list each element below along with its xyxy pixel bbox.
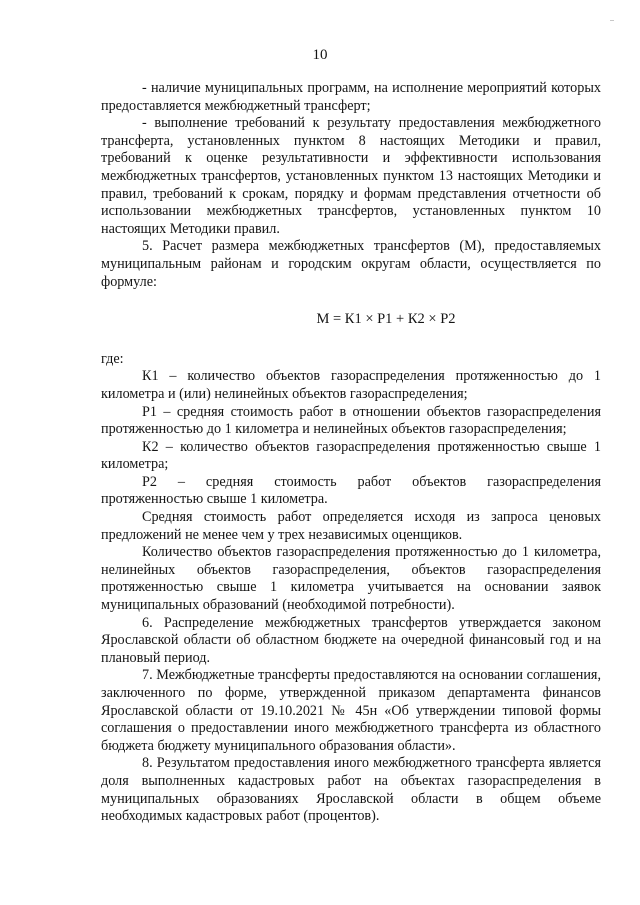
page-body xyxy=(101,80,601,826)
page-number: 10 xyxy=(312,47,328,63)
paragraph-municipal-programs: - наличие муниципальных программ, на исполнение мероприятий которых предоставляется межбюджетный трансферт; xyxy=(101,80,601,114)
definition-p2: Р2 – средняя стоимость работ объектов газораспределения протяженностью свыше 1 километра. xyxy=(101,473,601,508)
definition-k2: К2 – количество объектов газораспределения протяженностью свыше 1 километра; xyxy=(101,438,601,473)
paragraph-item-8: 8. Результатом предоставления иного межбюджетного трансферта является доля выполненных кадастровых работ на объектах газораспределения в муниципальных образованиях Ярославской области в общем объеме необходимых кадастровых работ (процентов). xyxy=(101,755,601,825)
paragraph-object-count: Количество объектов газораспределения протяженностью до 1 километра, нелинейных объектов газораспределения, объектов газораспределения протяженностью свыше 1 километра учитывается на основании заявок муниципальных образований (необходимой потребности). xyxy=(101,544,601,614)
paragraph-requirements: - выполнение требований к результату предоставления межбюджетного трансферта, установленных пунктом 8 настоящих Методики и правил, требований к оценке результативности и эффективности использования межбюджетных трансфертов, установленных пунктом 13 настоящих Методики и правил, требований к срокам, порядку и формам представления отчетности об использовании межбюджетных трансфертов, установленных пунктом 10 настоящих Методики правил. xyxy=(101,115,601,237)
where-label: где: xyxy=(101,350,124,367)
scan-mark xyxy=(610,20,614,21)
definition-p1: Р1 – средняя стоимость работ в отношении объектов газораспределения протяженностью до 1 километра и нелинейных объектов газораспределения; xyxy=(101,403,601,438)
paragraph-item-6: 6. Распределение межбюджетных трансфертов утверждается законом Ярославской области об областном бюджете на очередной финансовый год и на плановый период. xyxy=(101,614,601,666)
formula: М = К1 × Р1 + К2 × Р2 xyxy=(316,311,456,328)
definition-k1: К1 – количество объектов газораспределения протяженностью до 1 километра и (или) нелинейных объектов газораспределения; xyxy=(101,368,601,402)
paragraph-item-5: 5. Расчет размера межбюджетных трансфертов (М), предоставляемых муниципальным районам и городским округам области, осуществляется по формуле: xyxy=(101,238,601,290)
paragraph-item-7: 7. Межбюджетные трансферты предоставляются на основании соглашения, заключенного по форме, утвержденной приказом департамента финансов Ярославской области от 19.10.2021 № 45н «Об утверждении типовой формы соглашения о предоставлении иного межбюджетного трансферта из областного бюджета бюджету муниципального образования области». xyxy=(101,667,601,754)
paragraph-average-cost: Средняя стоимость работ определяется исходя из запроса ценовых предложений не менее чем у трех независимых оценщиков. xyxy=(101,509,601,543)
